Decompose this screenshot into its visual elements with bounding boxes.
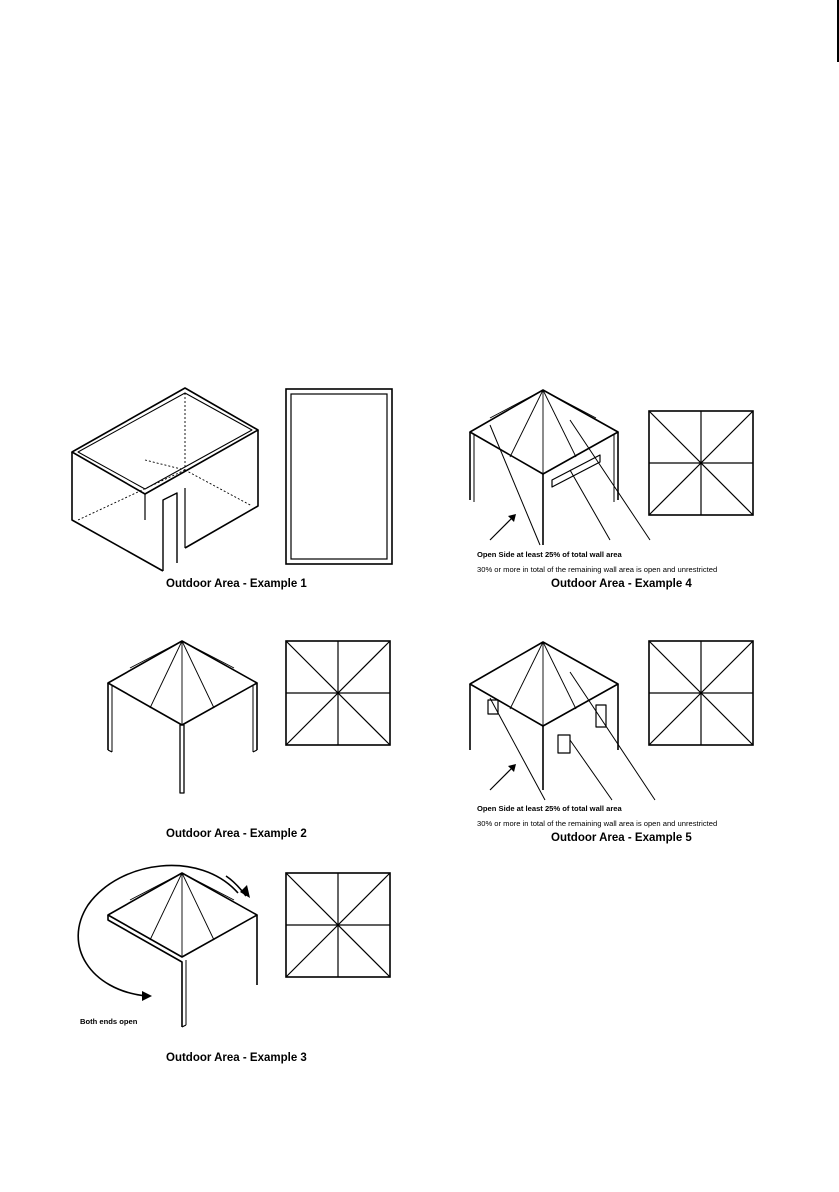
example-3-plan <box>286 873 390 977</box>
caption-example-2: Outdoor Area - Example 2 <box>166 828 307 840</box>
caption-example-4: Outdoor Area - Example 4 <box>551 578 692 590</box>
example-5-plan <box>649 641 753 745</box>
remaining-wall-note-ex5: 30% or more in total of the remaining wall area is open and unrestricted <box>477 819 718 828</box>
open-side-note-ex5: Open Side at least 25% of total wall area <box>477 804 622 813</box>
example-1-plan <box>286 389 392 564</box>
example-2-plan <box>286 641 390 745</box>
example-1-isometric <box>72 388 258 571</box>
example-4-isometric <box>470 390 650 545</box>
example-5-isometric <box>470 642 655 800</box>
remaining-wall-note-ex4: 30% or more in total of the remaining wall area is open and unrestricted <box>477 565 718 574</box>
caption-example-5: Outdoor Area - Example 5 <box>551 832 692 844</box>
example-3-isometric <box>78 865 257 1027</box>
caption-example-3: Outdoor Area - Example 3 <box>166 1052 307 1064</box>
example-2-isometric <box>108 641 257 793</box>
caption-example-1: Outdoor Area - Example 1 <box>166 578 307 590</box>
example-4-plan <box>649 411 753 515</box>
open-side-note-ex4: Open Side at least 25% of total wall area <box>477 550 622 559</box>
both-ends-open-note: Both ends open <box>80 1017 138 1026</box>
